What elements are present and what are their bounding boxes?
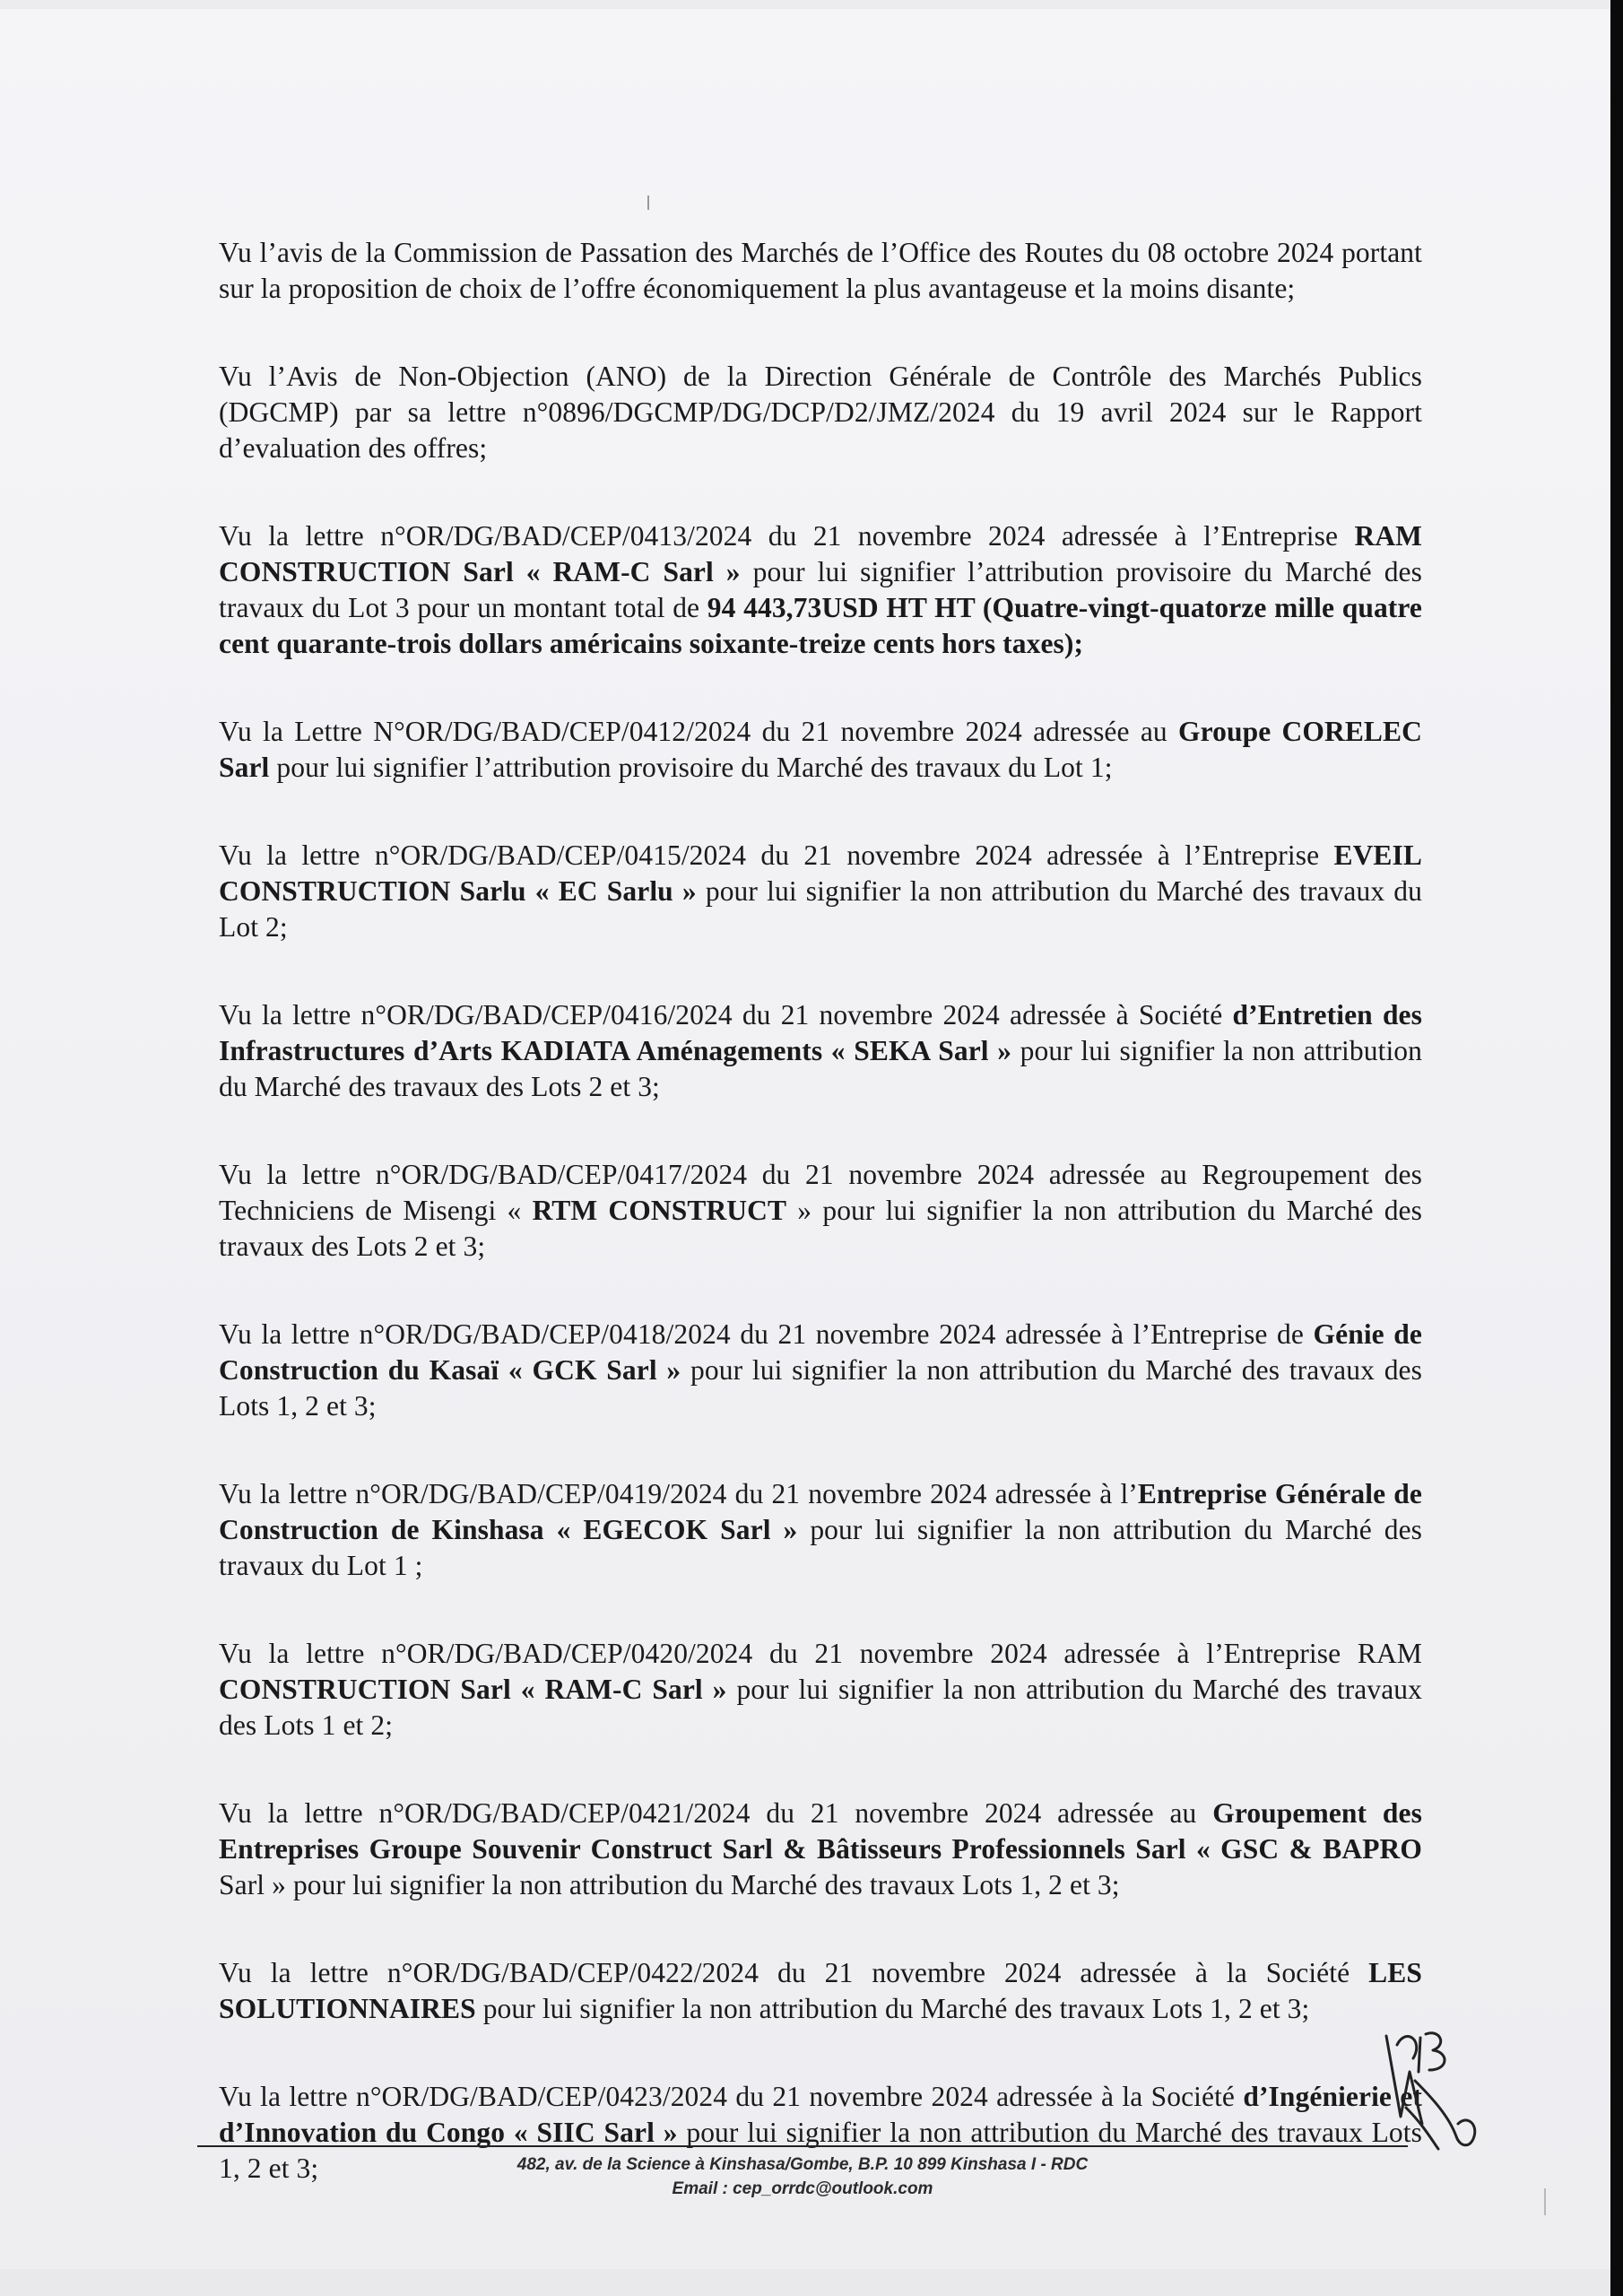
scan-border xyxy=(1610,0,1623,2296)
bold-text-run: Groupe CORELEC Sarl xyxy=(219,716,1422,783)
text-run: Vu la lettre n°OR/DG/BAD/CEP/0423/2024 du 21 novembre 2024 adressée à la Société xyxy=(219,2081,1244,2112)
text-run: Vu la lettre n°OR/DG/BAD/CEP/0421/2024 du 21 novembre 2024 adressée au xyxy=(219,1797,1213,1829)
text-run: Vu la lettre n°OR/DG/BAD/CEP/0415/2024 du 21 novembre 2024 adressée à l’Entreprise xyxy=(219,839,1334,871)
bold-text-run: EVEIL CONSTRUCTION Sarlu « EC Sarlu » xyxy=(219,839,1422,907)
text-run: pour lui signifier la non attribution du Marché des travaux Lots 1, 2 et 3; xyxy=(219,2117,1422,2184)
bold-text-run: LES SOLUTIONNAIRES xyxy=(219,1957,1422,2024)
scan-mark xyxy=(647,196,649,210)
bold-text-run: d’Ingénierie et d’Innovation du Congo « SIIC Sarl » xyxy=(219,2081,1422,2148)
paragraph xyxy=(219,1157,1422,1265)
paragraph xyxy=(219,359,1422,466)
paragraph xyxy=(219,518,1422,662)
paragraph xyxy=(219,838,1422,945)
text-run: pour lui signifier la non attribution du Marché des travaux Lots 1, 2 et 3; xyxy=(475,1993,1310,2024)
text-run: Vu la lettre n°OR/DG/BAD/CEP/0418/2024 du 21 novembre 2024 adressée à l’Entreprise de xyxy=(219,1318,1314,1350)
bold-text-run: Génie de Construction du Kasaï « GCK Sarl » xyxy=(219,1318,1422,1386)
text-run: pour lui signifier la non attribution du Marché des travaux du Lot 1 ; xyxy=(219,1514,1423,1581)
footer-address: 482, av. de la Science à Kinshasa/Gombe, B.P. 10 899 Kinshasa I - RDC xyxy=(516,2155,1089,2174)
text-run: Sarl » pour lui signifier la non attribution du Marché des travaux Lots 1, 2 et 3; xyxy=(219,1869,1120,1900)
paragraph xyxy=(219,1476,1422,1584)
text-run: Vu la lettre n°OR/DG/BAD/CEP/0420/2024 du 21 novembre 2024 adressée à l’Entreprise RAM xyxy=(219,1638,1422,1669)
bold-text-run: RAM CONSTRUCTION Sarl « RAM-C Sarl » xyxy=(219,520,1422,587)
signature-initials-icon xyxy=(1370,2018,1487,2152)
text-run: Vu la Lettre N°OR/DG/BAD/CEP/0412/2024 du 21 novembre 2024 adressée au xyxy=(219,716,1178,747)
text-run: pour lui signifier l’attribution provisoire du Marché des travaux du Lot 3 pour un montant total de xyxy=(219,556,1422,623)
text-run: pour lui signifier la non attribution du Marché des travaux des Lots 2 et 3; xyxy=(219,1035,1422,1102)
bold-text-run: CONSTRUCTION Sarl « RAM-C Sarl » xyxy=(219,1674,727,1705)
text-run: Vu la lettre n°OR/DG/BAD/CEP/0416/2024 du 21 novembre 2024 adressée à Société xyxy=(219,999,1233,1031)
paragraph xyxy=(219,997,1422,1105)
text-run: Vu la lettre n°OR/DG/BAD/CEP/0422/2024 du 21 novembre 2024 adressée à la Société xyxy=(219,1957,1369,1988)
bold-text-run: Entreprise Générale de Construction de Kinshasa « EGECOK Sarl » xyxy=(219,1478,1422,1545)
text-run: Vu la lettre n°OR/DG/BAD/CEP/0413/2024 du 21 novembre 2024 adressée à l’Entreprise xyxy=(219,520,1355,552)
scan-border xyxy=(0,0,1623,9)
footer-email: Email : cep_orrdc@outlook.com xyxy=(672,2179,933,2198)
bold-text-run: 94 443,73USD HT HT (Quatre-vingt-quatorze mille quatre cent quarante-trois dollars américains soixante-treize cents hors taxes); xyxy=(219,592,1422,659)
text-run: Vu la lettre n°OR/DG/BAD/CEP/0417/2024 du 21 novembre 2024 adressée au Regroupement des Techniciens de Misengi « xyxy=(219,1159,1422,1226)
bold-text-run: d’Entretien des Infrastructures d’Arts KADIATA Aménagements « SEKA Sarl » xyxy=(219,999,1422,1066)
paragraph xyxy=(219,1955,1422,2027)
paragraph xyxy=(219,714,1422,786)
bold-text-run: RTM CONSTRUCT xyxy=(532,1195,787,1226)
paragraph xyxy=(219,235,1422,307)
text-run: pour lui signifier l’attribution provisoire du Marché des travaux du Lot 1; xyxy=(269,752,1113,783)
text-run: Vu la lettre n°OR/DG/BAD/CEP/0419/2024 du 21 novembre 2024 adressée à l’ xyxy=(219,1478,1138,1509)
text-run: pour lui signifier la non attribution du Marché des travaux des Lots 1, 2 et 3; xyxy=(219,1354,1422,1422)
paragraph xyxy=(219,1317,1422,1424)
scan-border xyxy=(0,2269,1623,2296)
paragraph xyxy=(219,1796,1422,1903)
bold-text-run: Groupement des Entreprises Groupe Souvenir Construct Sarl & Bâtisseurs Professionnels Sarl « GSC & BAPRO xyxy=(219,1797,1422,1865)
scan-mark xyxy=(1544,2188,1546,2215)
page-footer xyxy=(197,2152,1408,2201)
document-body xyxy=(219,235,1422,2239)
footer-divider xyxy=(197,2145,1408,2147)
text-run: » pour lui signifier la non attribution du Marché des travaux des Lots 2 et 3; xyxy=(219,1195,1423,1262)
paragraph xyxy=(219,1636,1422,1744)
text-run: Vu l’Avis de Non-Objection (ANO) de la Direction Générale de Contrôle des Marchés Publics (DGCMP) par sa lettre n°0896/DGCMP/DG/DCP/D2/JMZ/2024 du 19 avril 2024 sur le Rapport d’evaluation des offres; xyxy=(219,361,1422,464)
text-run: pour lui signifier la non attribution du Marché des travaux du Lot 2; xyxy=(219,875,1422,943)
text-run: Vu l’avis de la Commission de Passation des Marchés de l’Office des Routes du 08 octobre 2024 portant sur la proposition de choix de l’offre économiquement la plus avantageuse et la moins disante; xyxy=(219,237,1422,304)
text-run: pour lui signifier la non attribution du Marché des travaux des Lots 1 et 2; xyxy=(219,1674,1422,1741)
